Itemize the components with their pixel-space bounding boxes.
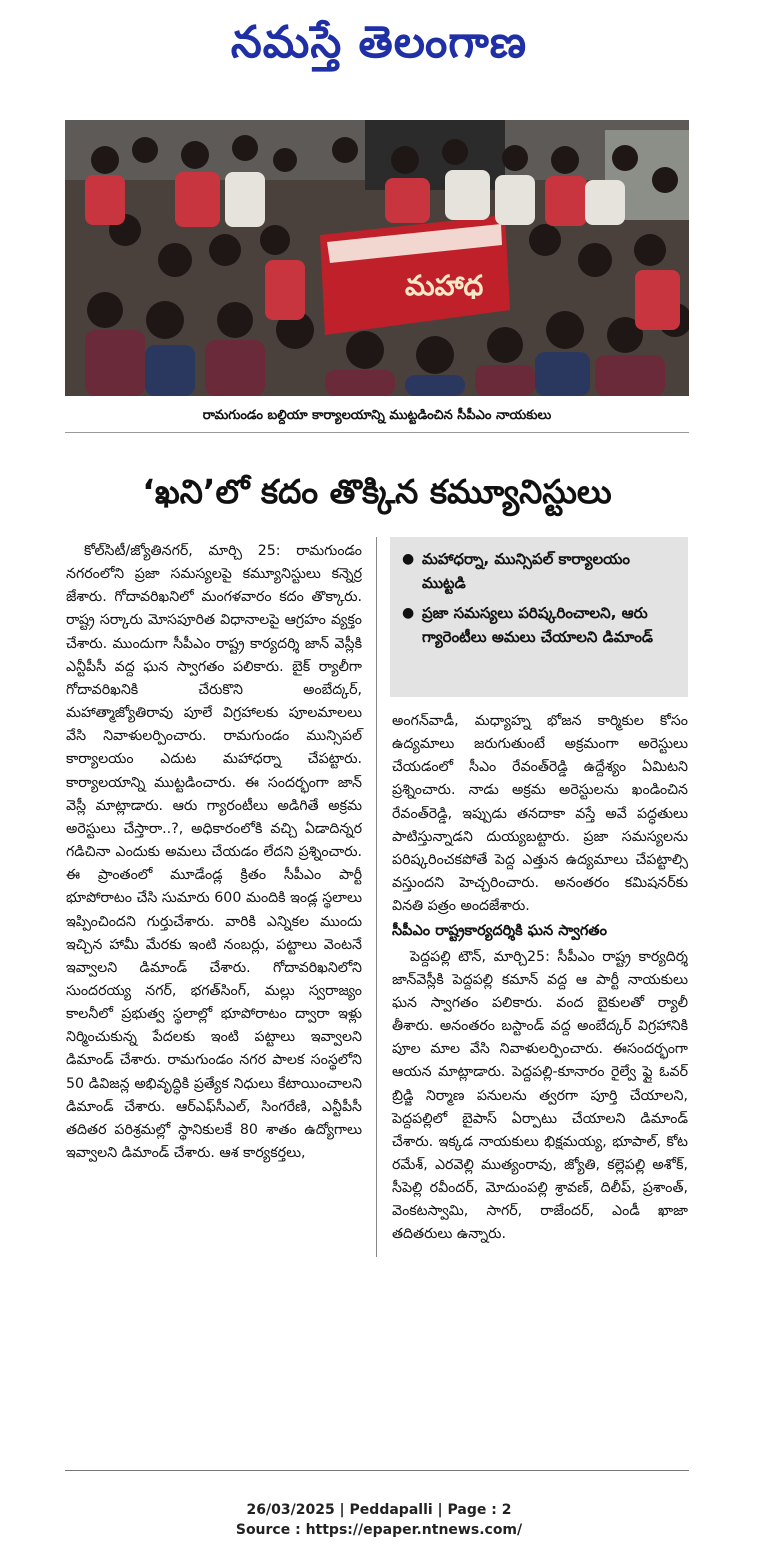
- newspaper-title: నమస్తే తెలంగాణ: [230, 17, 528, 68]
- crowd-photo-illustration: [65, 120, 689, 396]
- bottom-divider: [65, 1470, 689, 1471]
- article-paragraph: అంగన్‌వాడీ, మధ్యాహ్న భోజన కార్మికుల కోసం ఉద్యమాలు జరుగుతుంటే అక్రమంగా అరెస్టులు చేయడంలో సీఎం రేవంత్‌రెడ్డి ఉద్దేశ్యం ఏమిటని ప్రశ్నించారు. నాడు అక్రమ అరెస్టులను ఖండించిన రేవంత్‌రెడ్డి, ఇప్పుడు తనదాకా వస్తే అవే పద్ధతులు పాటిస్తున్నాడని దుయ్యబట్టారు. ప్రజా సమస్యలను పరిష్కరించకపోతే పెద్ద ఎత్తున ఉద్యమాలు చేపట్టాల్సి వస్తుందని హెచ్చరించారు. అనంతరం కమిషనర్‌కు వినతి పత్రం అందజేశారు.: [392, 713, 688, 915]
- article-paragraph: కోల్‌సిటీ/జ్యోతినగర్, మార్చి 25: రామగుండం నగరంలోని ప్రజా సమస్యలపై కమ్యూనిస్టులు కన్నెర్ర జేశారు. గోదావరిఖనిలో మంగళవారం కదం తొక్కారు. రాష్ట్ర సర్కారు మోసపూరిత విధానాలపై ఆగ్రహం వ్యక్తం చేశారు. ముందుగా సీపీఎం రాష్ట్ర కార్యదర్శి జాన్ వెస్లీకి ఎన్టీపీసీ వద్ద ఘన స్వాగతం పలికారు. బైక్ ర్యాలీగా గోదావరిఖనికి చేరుకొని అంబేద్కర్, మహాత్మాజ్యోతిరావు పూలే విగ్రహాలకు పూలమాలలు వేసి నివాళులర్పించారు. రామగుండం మున్సిపల్ కార్యాలయం ఎదుట మహాధర్నా చేపట్టారు. కార్యాలయాన్ని ముట్టడించారు. ఈ సందర్భంగా జాన్ వెస్లీ మాట్లాడారు. ఆరు గ్యారంటీలు అడిగితే అక్రమ అరెస్టులు చేస్తారా..?, అధికారంలోకి వచ్చి ఏడాదిన్నర గడిచినా ఎందుకు అమలు చేయడం లేదని ప్రశ్నించారు. ఈ ప్రాంతంలో మూడేండ్ల క్రితం సీపీఎం పార్టీ భూపోరాటం చేసి సుమారు 600 మందికి ఇండ్ల స్థలాలు ఇప్పించిందని గుర్తుచేశారు. వారికి ఎన్నికల ముందు ఇచ్చిన హామీ మేరకు ఇంటి నంబర్లు, పట్టాలు వెంటనే ఇవ్వాలని డిమాండ్ చేశారు. గోదావరిఖనిలోని సుందరయ్య నగర్, భగత్‌సింగ్, మల్లు స్వరాజ్యం కాలనీలో ప్రభుత్వ స్థలాల్లో భూపోరాటం ద్వారా ఇళ్లు నిర్మించుకున్న పేదలకు ఇంటి పట్టాలు ఇవ్వాలని డిమాండ్ చేశారు. రామగుండం నగర పాలక సంస్థలోని 50 డివిజన్ల అభివృద్ధికి ప్రత్యేక నిధులు కేటాయించాలని డిమాండ్ చేశారు. ఆర్‌ఎఫ్‌సీఎల్, సింగరేణి, ఎన్టీపీసీ తదితర పరిశ్రమల్లో స్థానికులకే 80 శాతం ఉద్యోగాలు ఇవ్వాలని డిమాండ్ చేశారు. ఆశ కార్యకర్తలు,: [66, 543, 362, 1162]
- news-photo: [65, 120, 689, 396]
- column-divider: [376, 537, 377, 1257]
- highlights-box: [390, 537, 688, 697]
- article-column-left: [66, 540, 362, 1165]
- svg-text:మహాధ: మహాధ: [405, 269, 484, 302]
- highlight-item: [402, 547, 678, 595]
- footer-source: Source : https://epaper.ntnews.com/: [235, 1522, 523, 1538]
- article-headline: ‘ఖని’లో కదం తొక్కిన కమ్యూనిస్టులు: [142, 472, 612, 511]
- article-paragraph: పెద్దపల్లి టౌన్, మార్చి25: సీపీఎం రాష్ట్ర కార్యదిర్శ జాన్‌వెస్లీకి పెద్దపల్లి కమాన్ వద్ద ఆ పార్టీ నాయకులు ఘన స్వాగతం పలికారు. వంద బైకులతో ర్యాలీ తీశారు. అనంతరం బస్టాండ్ వద్ద అంబేద్కర్ విగ్రహానికి పూల మాల వేసి నివాళులర్పించారు. ఈసందర్భంగా ఆయన మాట్లాడారు. పెద్దపల్లి-కూనారం రైల్వే ఫ్లై ఓవర్ బ్రిడ్జి నిర్మాణ పనులను త్వరగా పూర్తి చేయాలని, పెద్దపల్లిలో బైపాస్ ఏర్పాటు చేయాలని డిమాండ్ చేశారు. ఇక్కడ నాయకులు భిక్షమయ్య, భూపాల్, కోట రమేశ్, ఎరవెల్లి ముత్యంరావు, జ్యోతి, కల్లెపల్లి అశోక్, సీపెల్లి రవీందర్, మోదుంపల్లి శ్రావణ్, దిలీప్, ప్రశాంత్, వెంకటస్వామి, సాగర్, రాజేందర్, ఎండీ ఖాజా తదితరులు ఉన్నారు.: [392, 948, 688, 1243]
- page-footer: [0, 1500, 758, 1540]
- highlight-item: [402, 601, 678, 649]
- article-column-right: [392, 710, 688, 1247]
- highlight-text: ప్రజా సమస్యలు పరిష్కరించాలని, ఆరు గ్యారెంటీలు అమలు చేయాలని డిమాండ్: [422, 604, 653, 646]
- highlights-list: [390, 537, 688, 649]
- highlight-text: మహాధర్నా, మున్సిపల్ కార్యాలయం ముట్టడి: [422, 550, 631, 592]
- bullet-icon: ●: [402, 605, 415, 621]
- footer-date-edition: 26/03/2025 | Peddapalli | Page : 2: [246, 1502, 512, 1518]
- caption-divider: [65, 432, 689, 433]
- masthead: [0, 8, 758, 78]
- photo-caption: రామగుండం బల్దియా కార్యాలయాన్ని ముట్టడించిన సీపీఎం నాయకులు: [202, 408, 552, 423]
- bullet-icon: ●: [402, 551, 415, 567]
- article-subheading: సీపీఎం రాష్ట్రకార్యదర్శికి ఘన స్వాగతం: [392, 923, 607, 940]
